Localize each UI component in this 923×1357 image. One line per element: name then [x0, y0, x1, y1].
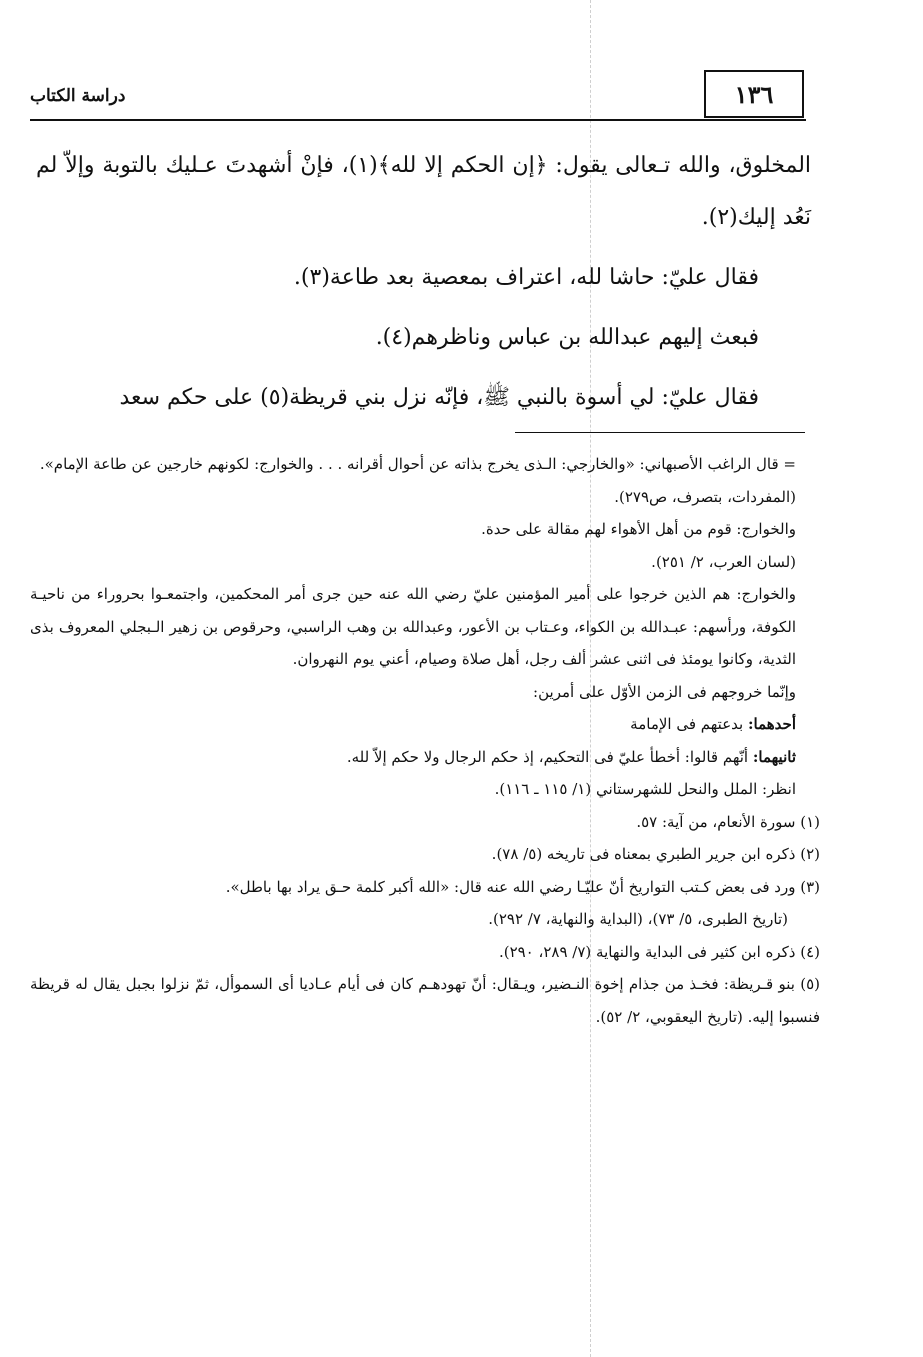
footnote-line: (لسان العرب، ٢/ ٢٥١).	[651, 552, 796, 571]
footnote-item: (٢) ذكره ابن جرير الطبري بمعناه فى تاريخه (٥/ ٧٨).	[491, 845, 820, 863]
footnote-line: (المفردات، بتصرف، ص٢٧٩).	[614, 487, 796, 506]
footnote-item: (٣) ورد فى بعض كـتب التواريخ أنّ عليّـا رضي الله عنه قال: «الله أكبر كلمة حـق يراد بها باطل».	[225, 877, 820, 896]
main-paragraph: فقال عليّ: حاشا لله، اعتراف بمعصية بعد طاعة(٣).	[293, 265, 759, 290]
page-number: ١٣٦	[734, 79, 774, 109]
footnote-line: والخوارج: هم الذين خرجوا على أمير المؤمنين عليّ رضي الله عنه حين جرى أمر المحكمين، واجتمعـوا بحروراء من ناحيـة الكوفة، ورأسهم: عبـدالله بن الكواء، وعـتاب بن الأعور، وعبدالله بن وهب الراسبي، وحرقوص بن زهير الـبجلي المعروف بذى الثدية، وكانوا يومئذ فى اثنى عشر ألف رجل، أهل صلاة وصيام، أعني يوم النهروان.	[30, 585, 796, 668]
main-paragraph: المخلوق، والله تـعالى يقول: ﴿إن الحكم إلا لله﴾(١)، فإنْ أشهدتَ عـليك بالتوبة وإلاّ لم نَعُد إليك(٢).	[36, 153, 812, 230]
footnote-text: بدعتهم فى الإمامة	[630, 715, 748, 733]
footnote-separator	[515, 432, 805, 433]
main-text	[36, 140, 811, 424]
footnote-line: انظر: الملل والنحل للشهرستاني (١/ ١١٥ ـ ١١٦).	[494, 780, 796, 798]
footnote-line: (تاريخ الطبرى، ٥/ ٧٣)، (البداية والنهاية، ٧/ ٢٩٢).	[488, 910, 788, 928]
footnote-line: = قال الراغب الأصبهاني: «والخارجي: الـذى يخرج بذاته عن أحوال أقرانه . . . والخوارج: لكونهم خارجين عن طاعة الإمام».	[39, 455, 796, 473]
page-number-box	[704, 70, 804, 118]
footnote-item: (٥) بنو قـريظة: فخـذ من جذام إخوة النـضير، ويـقال: أنّ تهودهـم كان فى أيام عـاديا أى السموأل، ثمّ نزلوا بجبل يقال له قريظة فنسبوا إليه. (تاريخ اليعقوبي، ٢/ ٥٢).	[30, 975, 820, 1026]
footnote-text: أنّهم قالوا: أخطأ عليّ فى التحكيم، إذ حكم الرجال ولا حكم إلاّ لله.	[346, 747, 753, 766]
footnote-item: (١) سورة الأنعام، من آية: ٥٧.	[636, 812, 820, 831]
footnote-label: أحدهما:	[747, 715, 796, 733]
main-paragraph: فبعث إليهم عبدالله بن عباس وناظرهم(٤).	[375, 325, 759, 350]
footnote-line: والخوارج: قوم من أهل الأهواء لهم مقالة على حدة.	[481, 520, 796, 538]
main-paragraph: فقال عليّ: لي أسوة بالنبي ﷺ، فإنّه نزل بني قريظة(٥) على حكم سعد	[119, 385, 759, 410]
footnote-line	[30, 708, 820, 741]
footnote-label: ثانيهما:	[752, 747, 796, 766]
footnote-line	[30, 741, 820, 774]
header-rule	[30, 119, 806, 121]
footnote-line: وإنّما خروجهم فى الزمن الأوّل على أمرين:	[533, 682, 796, 701]
running-header-title: دراسة الكتاب	[30, 86, 126, 106]
footnotes	[30, 448, 820, 1033]
footnote-item: (٤) ذكره ابن كثير فى البداية والنهاية (٧/ ٢٨٩، ٢٩٠).	[498, 942, 820, 961]
